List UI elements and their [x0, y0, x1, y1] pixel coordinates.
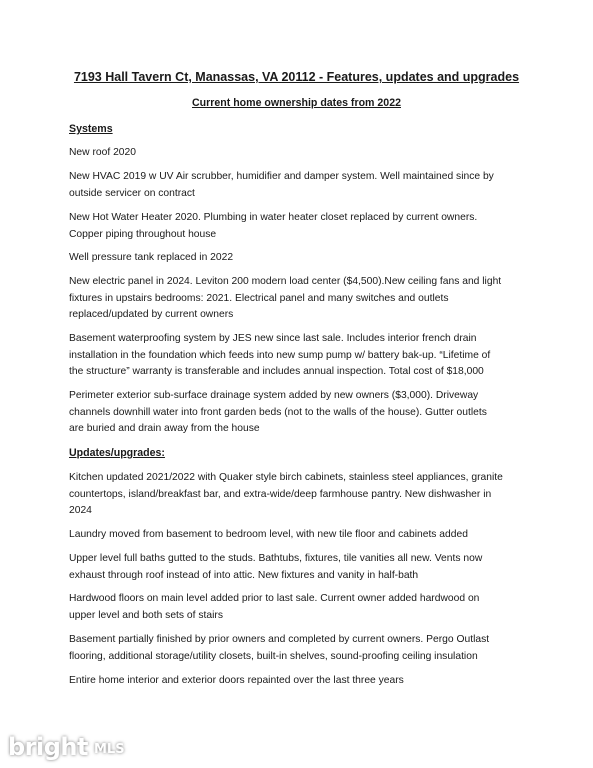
paragraph-line: Kitchen updated 2021/2022 with Quaker style birch cabinets, stainless steel appliances, granite [69, 472, 503, 483]
bright-mls-watermark [8, 733, 125, 761]
paragraph-line: the structure” warranty is transferable and includes annual inspection. Total cost of $18,000 [69, 366, 484, 377]
paragraph-waterproofing [69, 331, 529, 381]
paragraph-line: fixtures in upstairs bedrooms: 2021. Electrical panel and many switches and outlets [69, 292, 449, 304]
paragraph-roof [69, 145, 529, 162]
paragraph-line: channels downhill water into front garden beds (not to the walls of the house). Gutter outlets [69, 406, 487, 418]
paragraph-line: Hardwood floors on main level added prior to last sale. Current owner added hardwood on [69, 593, 480, 604]
document-title: 7193 Hall Tavern Ct, Manassas, VA 20112 - Features, updates and upgrades [73, 70, 520, 84]
paragraph-line: Copper piping throughout house [69, 228, 217, 240]
paragraph-line: Perimeter exterior sub-surface drainage system added by new owners ($3,000). Driveway [69, 390, 479, 401]
paragraph-line: are buried and drain away from the house [69, 423, 260, 434]
paragraph-laundry [69, 527, 529, 544]
paragraph-line: countertops, island/breakfast bar, and extra-wide/deep farmhouse pantry. New dishwasher in [69, 488, 492, 500]
paragraph-hardwood [69, 591, 529, 624]
paragraph-line: Well pressure tank replaced in 2022 [69, 252, 234, 263]
paragraph-water-heater [69, 210, 529, 243]
paragraph-pressure-tank [69, 250, 529, 267]
paragraph-line: Basement partially finished by prior owners and completed by current owners. Pergo Outlast [69, 634, 490, 645]
paragraph-line: upper level and both sets of stairs [69, 609, 223, 621]
section-heading-updates: Updates/upgrades: [69, 447, 165, 459]
paragraph-line: Laundry moved from basement to bedroom level, with new tile floor and cabinets added [69, 529, 468, 540]
paragraph-repaint [69, 673, 529, 690]
watermark-suffix: MLS [93, 741, 125, 757]
watermark-brand: bright [8, 733, 88, 761]
document-subtitle: Current home ownership dates from 2022 [192, 97, 401, 109]
paragraph-drainage [69, 388, 529, 438]
paragraph-line: New Hot Water Heater 2020. Plumbing in water heater closet replaced by current owners. [69, 212, 478, 223]
paragraph-basement [69, 632, 529, 665]
paragraph-line: replaced/updated by current owners [69, 309, 234, 320]
paragraph-baths [69, 551, 529, 584]
paragraph-electric [69, 274, 529, 324]
section-heading-systems: Systems [69, 123, 113, 135]
paragraph-line: 2024 [69, 505, 92, 516]
paragraph-line: New HVAC 2019 w UV Air scrubber, humidifier and damper system. Well maintained since by [69, 171, 494, 182]
paragraph-line: outside servicer on contract [69, 187, 195, 199]
paragraph-line: New electric panel in 2024. Leviton 200 modern load center ($4,500).New ceiling fans and light [69, 276, 502, 287]
paragraph-line: Entire home interior and exterior doors repainted over the last three years [69, 675, 404, 686]
paragraph-line: New roof 2020 [69, 147, 136, 158]
paragraph-kitchen [69, 470, 529, 520]
paragraph-line: exhaust through roof instead of into attic. New fixtures and vanity in half-bath [69, 569, 419, 581]
paragraph-hvac [69, 169, 529, 202]
paragraph-line: Basement waterproofing system by JES new since last sale. Includes interior french drain [69, 333, 477, 344]
paragraph-line: flooring, additional storage/utility closets, built-in shelves, sound-proofing ceiling insulation [69, 650, 478, 662]
paragraph-line: Upper level full baths gutted to the studs. Bathtubs, fixtures, tile vanities all new. Vents now [69, 553, 483, 564]
paragraph-line: installation in the foundation which feeds into new sump pump w/ battery bak-up. “Lifetime of [69, 349, 491, 361]
